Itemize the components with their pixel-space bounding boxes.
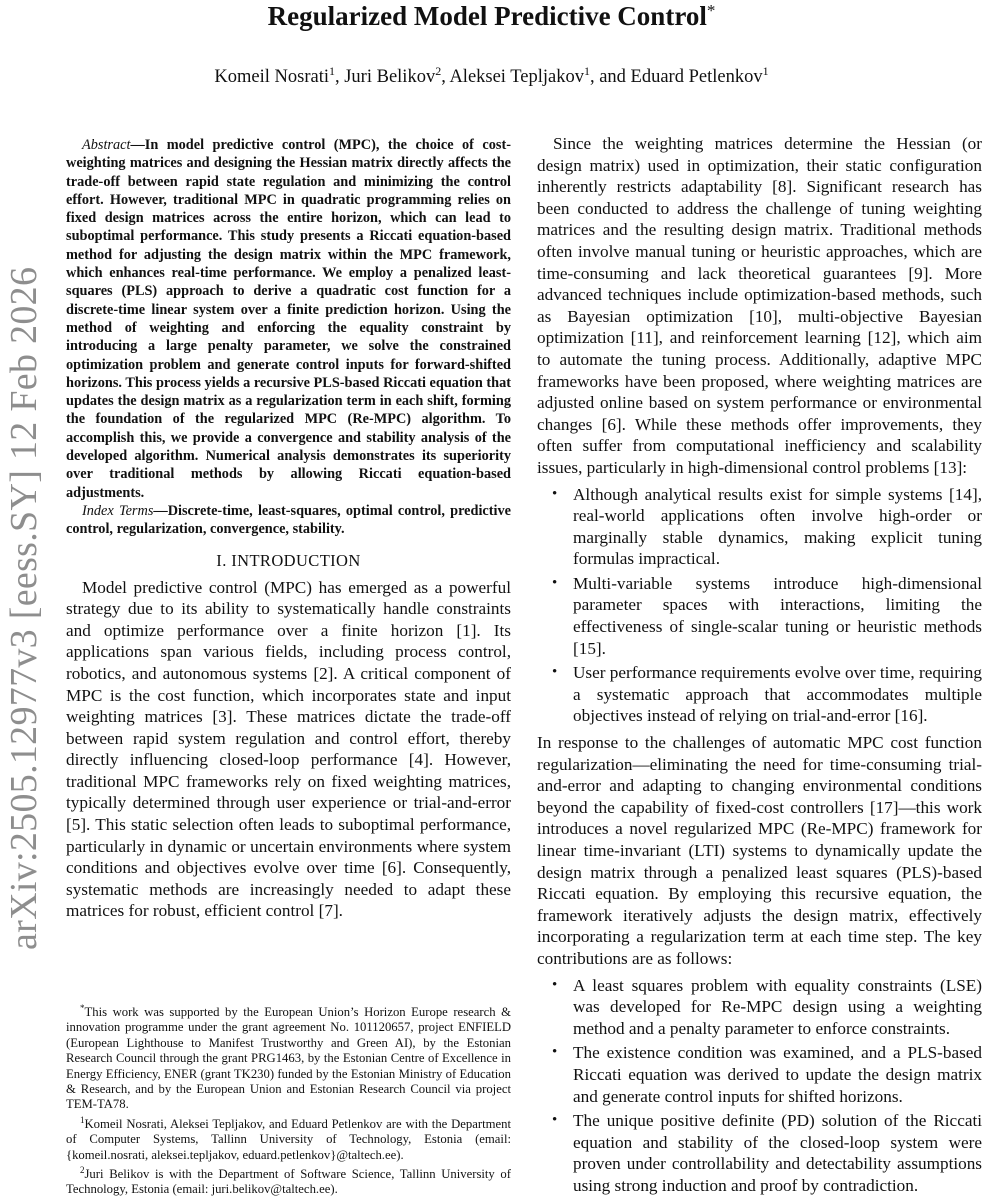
author-4: Eduard Petlenkov xyxy=(630,67,763,87)
author-1-affiliation: 1 xyxy=(328,64,335,78)
bullet-icon: • xyxy=(552,664,558,681)
intro-paragraph-3: In response to the challenges of automatic MPC cost function regularization—eliminating the need for time-consuming trial-and-error and adapting to changing environmental conditions beyond the capability of fixed-cost controllers [17]—this work introduces a novel regularized MPC (Re-MPC) framework for linear time-invariant (LTI) systems to dynamically update the design matrix through a penalized least squares (PLS)-based Riccati equation. By employing this recursive equation, the framework iteratively adjusts the design matrix, effectively incorporating a regularization term at each time step. The key contributions are as follows: xyxy=(537,733,982,968)
author-separator: , xyxy=(334,67,345,87)
author-2-affiliation: 2 xyxy=(435,64,442,78)
list-item xyxy=(537,573,982,659)
abstract-label: Abstract xyxy=(82,137,131,153)
author-3-affiliation: 1 xyxy=(583,64,590,78)
list-item xyxy=(537,1110,982,1196)
list-item-text: A least squares problem with equality constraints (LSE) was developed for Re-MPC design using a weighting method and a penalty parameter to enforce constraints. xyxy=(573,975,982,1038)
footnote-2-mark: 2 xyxy=(80,1165,85,1176)
footnotes xyxy=(66,1001,511,1198)
list-item xyxy=(537,484,982,570)
title-footnote-mark: * xyxy=(706,1,716,20)
intro-paragraph-2: Since the weighting matrices determine the Hessian (or design matrix) used in optimization, their static configuration inherently restricts adaptability [8]. Significant research has been conducted to address the challenge of tuning weighting matrices and the resulting design matrix. Traditional methods often involve manual tuning or heuristic approaches, which are time-consuming and lack theoretical guarantees [9]. More advanced techniques include optimization-based methods, such as Bayesian optimization [10], multi-objective Bayesian optimization [11], and reinforcement learning [12], which aim to automate the tuning process. Additionally, adaptive MPC frameworks have been proposed, where weighting matrices are adjusted online based on system performance or environmental changes [6]. While these methods offer improvements, they often suffer from computational inefficiency and scalability issues, particularly in high-dimensional control problems [13]: xyxy=(537,134,982,477)
abstract xyxy=(66,136,511,502)
paper-title-text: Regularized Model Predictive Control xyxy=(267,1,707,31)
abstract-dash: — xyxy=(130,137,145,153)
right-column xyxy=(537,133,982,1202)
author-1: Komeil Nosrati xyxy=(214,67,329,87)
author-2: Juri Belikov xyxy=(344,67,436,87)
author-separator: , and xyxy=(589,67,631,87)
list-item-text: Although analytical results exist for simple systems [14], real-world applications often involve high-order or marginally stable dynamics, making explicit tuning formulas impractical. xyxy=(573,484,982,569)
bullet-icon: • xyxy=(552,1112,558,1129)
bullet-icon: • xyxy=(552,976,558,993)
list-item xyxy=(537,975,982,1040)
footnote-affiliation-2 xyxy=(66,1163,511,1198)
footnote-2-text: Juri Belikov is with the Department of Software Science, Tallinn University of Technology, Estonia (email: juri.belikov@taltech.ee). xyxy=(66,1167,511,1197)
footnote-funding-mark: * xyxy=(80,1003,85,1013)
index-terms-text: Discrete-time, least-squares, optimal control, predictive control, regularization, convergence, stability. xyxy=(66,502,511,538)
list-item-text: The unique positive definite (PD) solution of the Riccati equation and stability of the closed-loop system were proven under controllability and detectability assumptions using strong induction and proof by contradiction. xyxy=(573,1111,982,1195)
author-4-affiliation: 1 xyxy=(762,64,769,78)
bullet-icon: • xyxy=(552,485,558,502)
author-list xyxy=(0,58,983,90)
footnote-funding xyxy=(66,1001,511,1113)
author-separator: , xyxy=(441,67,450,87)
footnote-1-text: Komeil Nosrati, Aleksei Tepljakov, and Eduard Petlenkov are with the Department of Computer Systems, Tallinn University of Technology, Estonia (email: {komeil.nosrati, aleksei.tepljakov, eduard.petlenkov}@taltech.ee). xyxy=(66,1116,511,1162)
arxiv-identifier-stamp: arXiv:2505.12977v3 [eess.SY] 12 Feb 2026 xyxy=(3,266,45,950)
footnote-1-mark: 1 xyxy=(80,1114,85,1125)
intro-paragraph-1: Model predictive control (MPC) has emerged as a powerful strategy due to its ability to systematically handle constraints and optimize performance over a finite horizon [1]. Its applications span various fields, including process control, robotics, and autonomous systems [2]. A critical component of MPC is the cost function, which incorporates state and input weighting matrices [3]. These matrices dictate the trade-off between rapid system regulation and control effort, thereby directly influencing closed-loop performance [4]. However, traditional MPC frameworks rely on fixed weighting matrices, typically determined through user experience or trial-and-error [5]. This static selection often leads to suboptimal performance, particularly in dynamic or uncertain environments where system conditions and objectives evolve over time [6]. Consequently, systematic methods are increasingly needed to adapt these matrices for robust, efficient control [7]. xyxy=(66,577,511,921)
list-item xyxy=(537,662,982,727)
paper-title xyxy=(0,0,983,33)
abstract-text: In model predictive control (MPC), the choice of cost-weighting matrices and designing the Hessian matrix directly affects the trade-off between rapid state regulation and minimizing the control effort. However, traditional MPC in quadratic programming relies on fixed design matrices across the entire horizon, which can lead to suboptimal performance. This study presents a Riccati equation-based method for adjusting the design matrix within the MPC framework, which enhances real-time performance. We employ a penalized least-squares (PLS) approach to derive a quadratic cost function for a discrete-time linear system over a finite prediction horizon. Using the method of weighting and enforcing the equality constraint by introducing a large penalty parameter, we solve the constrained optimization problem and generate control inputs for forward-shifted horizons. This process yields a recursive PLS-based Riccati equation that updates the design matrix as a regularization term in each shift, forming the foundation of the regularized MPC (Re-MPC) algorithm. To accomplish this, we provide a convergence and stability analysis of the developed algorithm. Numerical analysis demonstrates its superiority over traditional methods by allowing Riccati equation-based adjustments. xyxy=(66,137,511,501)
index-terms-label: Index Terms xyxy=(82,502,154,519)
list-item xyxy=(537,1042,982,1107)
footnote-funding-text: This work was supported by the European Union’s Horizon Europe research & innovation programme under the grant agreement No. 101120657, project ENFIELD (European Lighthouse to Manifest Trustworthy and Green AI), by the Estonian Research Council through the grant PRG1463, by the Estonian Centre of Excellence in Energy Efficiency, ENER (grant TK230) funded by the Estonian Ministry of Education & Research, and by the European Union and Estonian Research Council via project TEM-TA78. xyxy=(66,1005,511,1112)
index-terms-dash: — xyxy=(153,502,168,519)
left-column xyxy=(66,136,511,922)
challenges-list xyxy=(537,484,982,728)
list-item-text: User performance requirements evolve over time, requiring a systematic approach that accommodates multiple objectives instead of relying on trial-and-error [16]. xyxy=(573,663,982,726)
index-terms xyxy=(66,502,511,539)
author-3: Aleksei Tepljakov xyxy=(449,67,584,87)
bullet-icon: • xyxy=(552,574,558,591)
bullet-icon: • xyxy=(552,1044,558,1061)
list-item-text: Multi-variable systems introduce high-dimensional parameter spaces with interactions, limiting the effectiveness of single-scalar tuning or heuristic methods [15]. xyxy=(573,573,982,658)
section-heading-introduction: I. INTRODUCTION xyxy=(216,550,361,570)
contributions-list xyxy=(537,975,982,1197)
list-item-text: The existence condition was examined, and a PLS-based Riccati equation was derived to update the design matrix and generate control inputs for shifted horizons. xyxy=(573,1043,982,1106)
footnote-affiliation-1 xyxy=(66,1113,511,1163)
